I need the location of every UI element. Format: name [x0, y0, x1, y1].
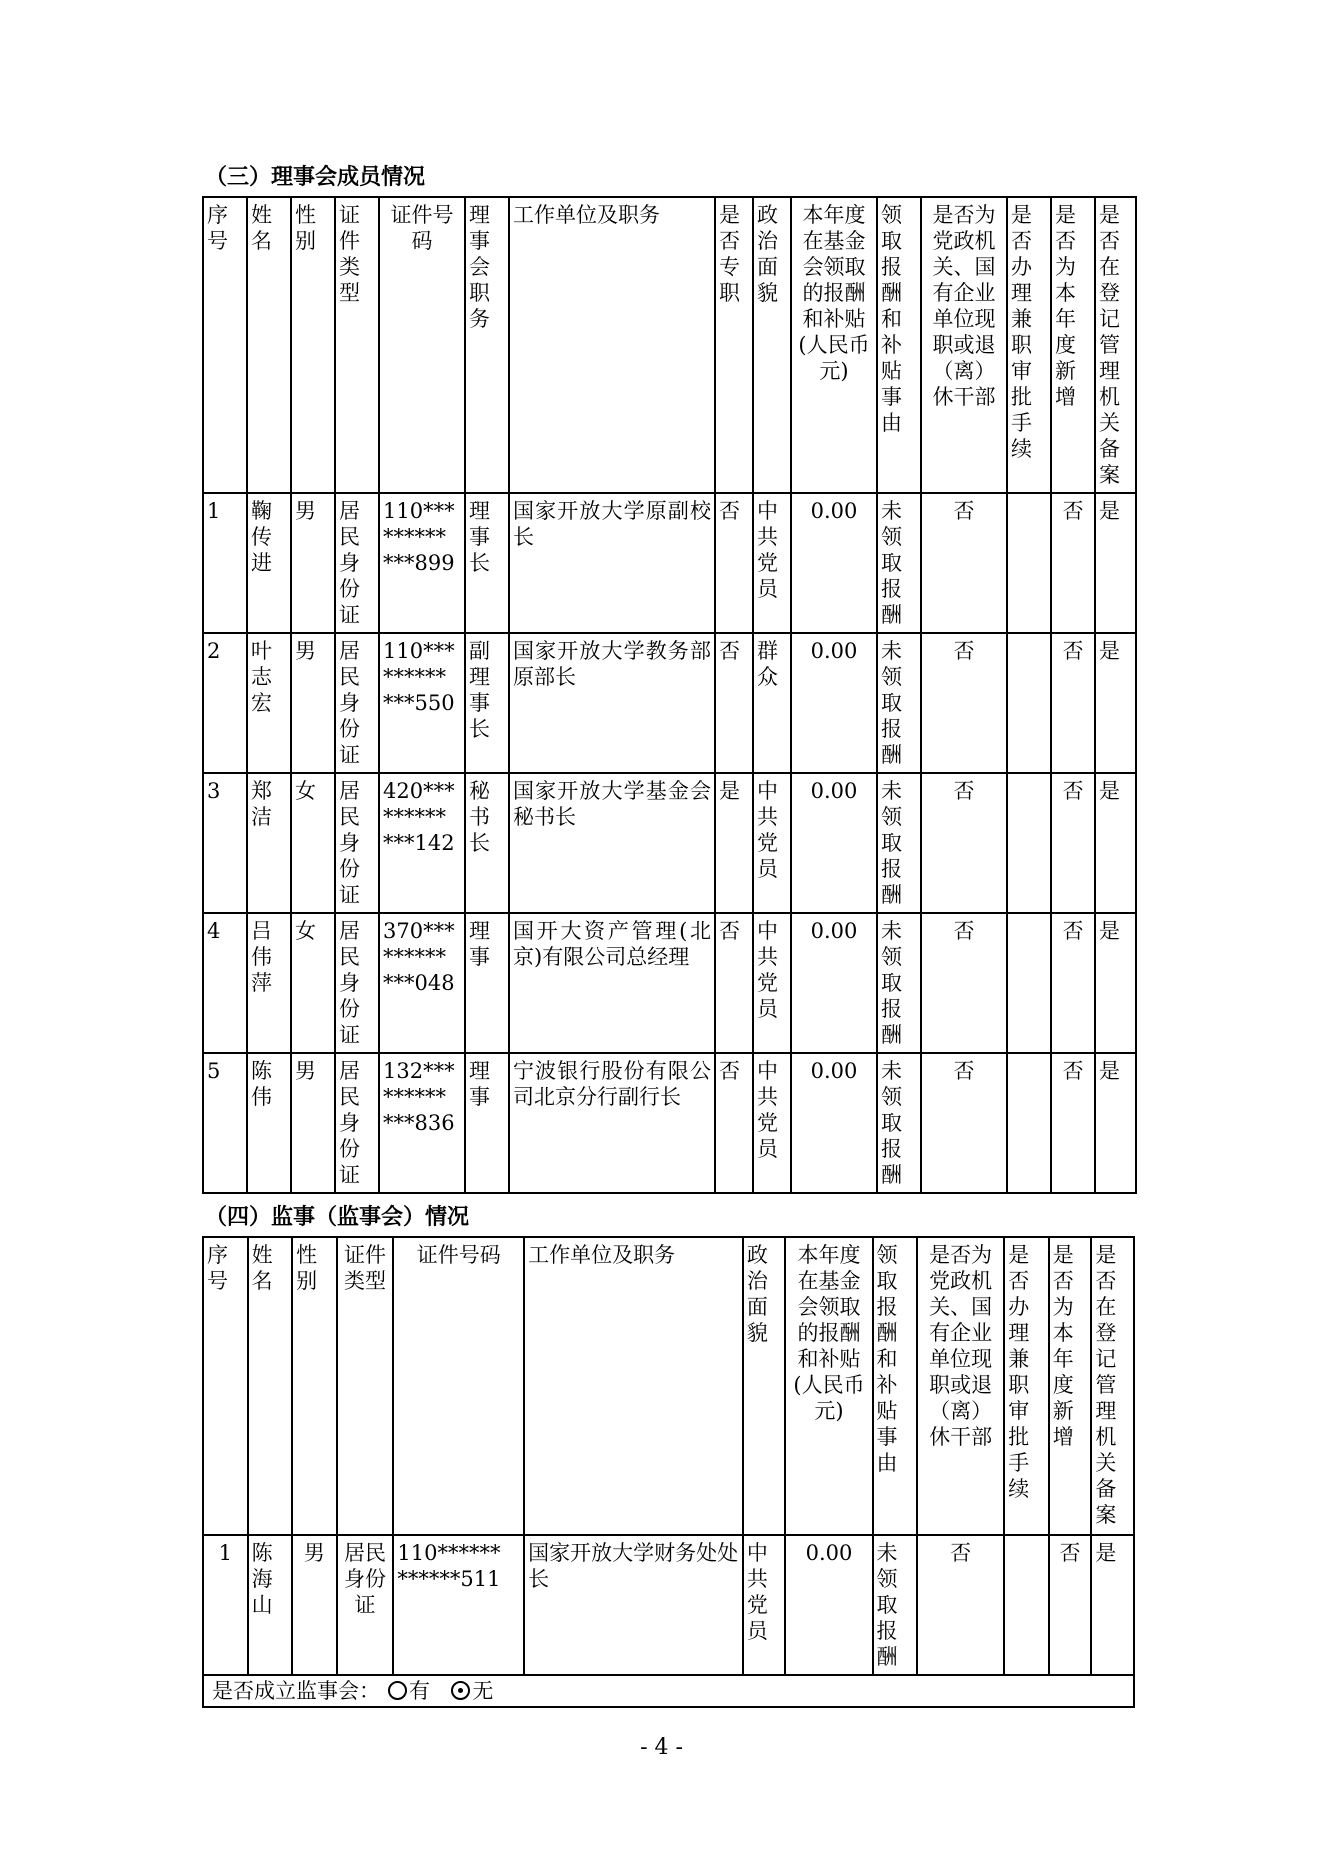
- cell-approval: [1004, 1535, 1049, 1675]
- cell-position: 副理事长: [465, 633, 509, 773]
- cell-work: 国开大资产管理(北京)有限公司总经理: [509, 913, 715, 1053]
- table-row: [203, 913, 1136, 1053]
- header-name: 姓名: [247, 197, 291, 493]
- cell-political: 群众: [753, 633, 791, 773]
- header-id-no: 证件号码: [379, 197, 465, 493]
- cell-id-type: 居民身份证: [335, 913, 379, 1053]
- cell-seq: 1: [203, 493, 247, 633]
- table-row: [203, 493, 1136, 633]
- cell-new: 否: [1049, 1535, 1092, 1675]
- cell-is-cadre: 否: [921, 773, 1007, 913]
- cell-position: 理事: [465, 913, 509, 1053]
- cell-record: 是: [1095, 633, 1136, 773]
- cell-id-no: 110*** ****** ***550: [379, 633, 465, 773]
- header-pay: 本年度在基金会领取的报酬和补贴(人民币元): [785, 1237, 872, 1535]
- header-pay-reason: 领取报酬和补贴事由: [873, 1237, 918, 1535]
- cell-approval: [1007, 773, 1051, 913]
- cell-pay: 0.00: [791, 913, 877, 1053]
- header-political: 政治面貌: [743, 1237, 786, 1535]
- cell-work: 宁波银行股份有限公司北京分行副行长: [509, 1053, 715, 1193]
- header-work: 工作单位及职务: [509, 197, 715, 493]
- header-record: 是否在登记管理机关备案: [1095, 197, 1136, 493]
- cell-approval: [1007, 1053, 1051, 1193]
- cell-name: 郑洁: [247, 773, 291, 913]
- cell-id-type: 居民身份证: [335, 633, 379, 773]
- header-id-type: 证件类型: [335, 197, 379, 493]
- header-name: 姓名: [248, 1237, 293, 1535]
- cell-seq: 5: [203, 1053, 247, 1193]
- cell-new: 否: [1051, 633, 1095, 773]
- cell-political: 中共党员: [753, 1053, 791, 1193]
- supervisors-table: [202, 1236, 1135, 1708]
- table-row: [203, 1535, 1134, 1675]
- cell-id-no: 132*** ****** ***836: [379, 1053, 465, 1193]
- table-row: [203, 1053, 1136, 1193]
- cell-seq: 4: [203, 913, 247, 1053]
- radio-no-label: 无: [472, 1679, 494, 1703]
- cell-work: 国家开放大学教务部原部长: [509, 633, 715, 773]
- cell-gender: 女: [291, 773, 335, 913]
- cell-pay: 0.00: [791, 633, 877, 773]
- cell-political: 中共党员: [753, 913, 791, 1053]
- table-row: [203, 773, 1136, 913]
- header-is-cadre: 是否为党政机关、国有企业单位现职或退（离）休干部: [921, 197, 1007, 493]
- cell-name: 鞠传进: [247, 493, 291, 633]
- cell-is-cadre: 否: [921, 493, 1007, 633]
- cell-gender: 男: [291, 1053, 335, 1193]
- cell-approval: [1007, 633, 1051, 773]
- cell-fulltime: 否: [715, 1053, 753, 1193]
- header-gender: 性别: [291, 197, 335, 493]
- cell-approval: [1007, 493, 1051, 633]
- board-members-table: [202, 196, 1137, 1194]
- cell-work: 国家开放大学基金会秘书长: [509, 773, 715, 913]
- cell-pay-reason: 未领取报酬: [877, 773, 921, 913]
- supervisory-board-question: [203, 1675, 1134, 1707]
- header-record: 是否在登记管理机关备案: [1091, 1237, 1134, 1535]
- header-is-cadre: 是否为党政机关、国有企业单位现职或退（离）休干部: [917, 1237, 1004, 1535]
- cell-political: 中共党员: [753, 773, 791, 913]
- cell-id-type: 居民身份证: [335, 773, 379, 913]
- cell-id-type: 居民身份证: [335, 1053, 379, 1193]
- header-pay: 本年度在基金会领取的报酬和补贴(人民币元): [791, 197, 877, 493]
- cell-pay: 0.00: [791, 773, 877, 913]
- table-header-row: [203, 1237, 1134, 1535]
- cell-pay-reason: 未领取报酬: [877, 913, 921, 1053]
- header-approval: 是否办理兼职审批手续: [1007, 197, 1051, 493]
- header-seq: 序号: [203, 197, 247, 493]
- header-new: 是否为本年度新增: [1051, 197, 1095, 493]
- header-approval: 是否办理兼职审批手续: [1004, 1237, 1049, 1535]
- radio-yes-icon[interactable]: [388, 1681, 407, 1700]
- header-gender: 性别: [292, 1237, 337, 1535]
- radio-yes-label: 有: [409, 1679, 430, 1703]
- cell-pay-reason: 未领取报酬: [877, 1053, 921, 1193]
- header-position: 理事会职务: [465, 197, 509, 493]
- cell-fulltime: 是: [715, 773, 753, 913]
- cell-position: 理事长: [465, 493, 509, 633]
- cell-seq: 1: [203, 1535, 248, 1675]
- table-row: [203, 633, 1136, 773]
- cell-seq: 3: [203, 773, 247, 913]
- cell-is-cadre: 否: [917, 1535, 1004, 1675]
- cell-record: 是: [1095, 1053, 1136, 1193]
- cell-new: 否: [1051, 1053, 1095, 1193]
- cell-gender: 女: [291, 913, 335, 1053]
- cell-record: 是: [1095, 773, 1136, 913]
- header-id-type: 证件类型: [337, 1237, 394, 1535]
- cell-is-cadre: 否: [921, 1053, 1007, 1193]
- cell-work: 国家开放大学财务处处长: [524, 1535, 743, 1675]
- table-header-row: [203, 197, 1136, 493]
- section3-title: （三）理事会成员情况: [205, 165, 426, 190]
- cell-fulltime: 否: [715, 493, 753, 633]
- cell-position: 秘书长: [465, 773, 509, 913]
- cell-record: 是: [1095, 493, 1136, 633]
- cell-pay-reason: 未领取报酬: [873, 1535, 918, 1675]
- cell-position: 理事: [465, 1053, 509, 1193]
- supervisory-board-row: [203, 1675, 1134, 1707]
- cell-pay-reason: 未领取报酬: [877, 493, 921, 633]
- cell-name: 陈伟: [247, 1053, 291, 1193]
- cell-pay: 0.00: [791, 1053, 877, 1193]
- header-work: 工作单位及职务: [524, 1237, 743, 1535]
- cell-id-type: 居民身份证: [337, 1535, 394, 1675]
- cell-id-type: 居民身份证: [335, 493, 379, 633]
- cell-name: 陈海山: [248, 1535, 293, 1675]
- header-new: 是否为本年度新增: [1049, 1237, 1092, 1535]
- header-pay-reason: 领取报酬和补贴事由: [877, 197, 921, 493]
- header-political: 政治面貌: [753, 197, 791, 493]
- cell-id-no: 370*** ****** ***048: [379, 913, 465, 1053]
- cell-new: 否: [1051, 493, 1095, 633]
- cell-fulltime: 否: [715, 913, 753, 1053]
- section4-title: （四）监事（监事会）情况: [205, 1205, 470, 1230]
- question-label: 是否成立监事会：: [212, 1679, 380, 1703]
- cell-new: 否: [1051, 773, 1095, 913]
- cell-new: 否: [1051, 913, 1095, 1053]
- cell-name: 吕伟萍: [247, 913, 291, 1053]
- cell-pay-reason: 未领取报酬: [877, 633, 921, 773]
- cell-id-no: 420*** ****** ***142: [379, 773, 465, 913]
- cell-pay: 0.00: [785, 1535, 872, 1675]
- radio-no-icon[interactable]: [451, 1681, 470, 1700]
- cell-political: 中共党员: [743, 1535, 786, 1675]
- cell-political: 中共党员: [753, 493, 791, 633]
- cell-id-no: 110****** ******511: [393, 1535, 524, 1675]
- cell-id-no: 110*** ****** ***899: [379, 493, 465, 633]
- cell-work: 国家开放大学原副校长: [509, 493, 715, 633]
- header-seq: 序号: [203, 1237, 248, 1535]
- cell-approval: [1007, 913, 1051, 1053]
- cell-record: 是: [1095, 913, 1136, 1053]
- cell-gender: 男: [292, 1535, 337, 1675]
- cell-gender: 男: [291, 493, 335, 633]
- header-id-no: 证件号码: [393, 1237, 524, 1535]
- cell-record: 是: [1091, 1535, 1134, 1675]
- cell-is-cadre: 否: [921, 913, 1007, 1053]
- cell-name: 叶志宏: [247, 633, 291, 773]
- cell-pay: 0.00: [791, 493, 877, 633]
- cell-seq: 2: [203, 633, 247, 773]
- cell-fulltime: 否: [715, 633, 753, 773]
- page-number: - 4 -: [640, 1735, 683, 1760]
- header-fulltime: 是否专职: [715, 197, 753, 493]
- cell-is-cadre: 否: [921, 633, 1007, 773]
- cell-gender: 男: [291, 633, 335, 773]
